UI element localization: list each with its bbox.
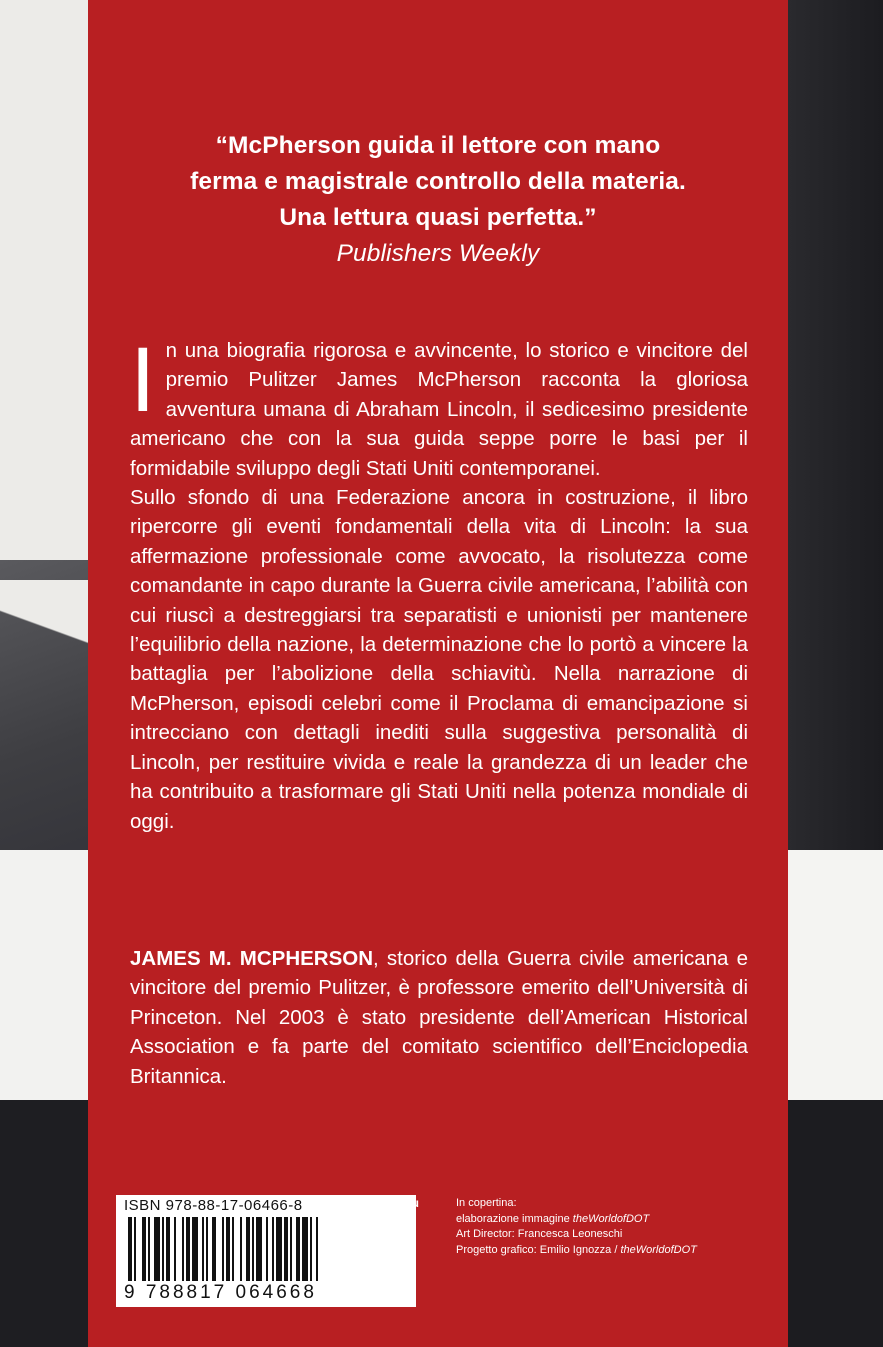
barcode-bar [186, 1217, 190, 1281]
credits-line: Art Director: Francesca Leoneschi [456, 1228, 623, 1240]
barcode-bar [134, 1217, 136, 1281]
quote-line: Una lettura quasi perfetta.” [279, 204, 597, 231]
barcode-bar [148, 1217, 150, 1281]
barcode-bar [232, 1217, 234, 1281]
publisher-website: www.bur.eu [352, 1196, 419, 1210]
barcode-bar [222, 1217, 224, 1281]
author-bio-text: , storico della Guerra civile americana e vincitore del premio Pulitzer, è professore emerito dell’Università di Princeton. Nel 2003 è stato presidente dell’American Historical Association e fa parte del comitato scientifico dell’Enciclopedia Britannica. [130, 947, 748, 1088]
background-photo-right [773, 0, 883, 860]
barcode-bar [174, 1217, 176, 1281]
credits-line [456, 1212, 697, 1228]
barcode-bar [302, 1217, 308, 1281]
synopsis [130, 329, 748, 836]
barcode-bar [182, 1217, 184, 1281]
quote-line: “McPherson guida il lettore con mano [215, 132, 661, 159]
quote-line: ferma e magistrale controllo della materia. [190, 168, 686, 195]
credits-line: In copertina: [456, 1197, 517, 1209]
synopsis-paragraph-2: Sullo sfondo di una Federazione ancora in costruzione, il libro ripercorre gli eventi fondamentali della vita di Lincoln: la sua affermazione professionale come avvocato, la risolutezza come comandante in capo durante la Guerra civile americana, l’abilità con cui riuscì a destreggiarsi tra separatisti e unionisti per mantenere l’equilibrio della nazione, la determinazione che lo portò a vincere la battaglia per l’abolizione della schiavitù. Nella narrazione di McPherson, episodi celebri come il Proclama di emancipazione si intrecciano con dettagli inediti sulla suggestiva personalità di Lincoln, per restituire vivida e reale la grandezza di un leader che ha contribuito a trasformare gli Stati Uniti nella potenza mondiale di oggi. [130, 486, 748, 833]
barcode-bar [316, 1217, 318, 1281]
barcode-bar [246, 1217, 250, 1281]
barcode-bar [206, 1217, 208, 1281]
cover-credits [456, 1196, 697, 1258]
barcode-bar [266, 1217, 268, 1281]
barcode-bar [240, 1217, 242, 1281]
barcode-bar [192, 1217, 198, 1281]
barcode-bar [252, 1217, 254, 1281]
credits-text: Progetto grafico: Emilio Ignozza / [456, 1243, 621, 1256]
synopsis-paragraph-1 [130, 329, 748, 483]
price: € 9,50 [352, 1223, 411, 1246]
isbn-label: ISBN 978-88-17-06466-8 [124, 1197, 303, 1214]
barcode-bar [256, 1217, 262, 1281]
credits-text: elaborazione immagine [456, 1212, 573, 1225]
synopsis-text-1: n una biografia rigorosa e avvincente, lo storico e vincitore del premio Pulitzer James McPherson racconta la gloriosa avventura umana di Abraham Lincoln, il sedicesimo presidente americano che con la sua guida seppe porre le basi per il formidabile sviluppo degli Stati Uniti contemporanei. [130, 339, 748, 480]
credits-brand: theWorldofDOT [572, 1212, 650, 1225]
barcode-bar [142, 1217, 146, 1281]
drop-cap: I [130, 329, 156, 431]
quote-source: Publishers Weekly [336, 240, 540, 267]
barcode-bar [226, 1217, 230, 1281]
barcode-bar [276, 1217, 282, 1281]
barcode-block [116, 1195, 416, 1307]
barcode-digits: 9 788817 064668 [124, 1282, 317, 1303]
barcode-bar [296, 1217, 300, 1281]
author-name: JAMES M. MCPHERSON [130, 947, 374, 970]
barcode-bar [154, 1217, 160, 1281]
barcode-bar [290, 1217, 292, 1281]
barcode-bar [284, 1217, 288, 1281]
review-quote [88, 128, 788, 272]
barcode-bar [272, 1217, 274, 1281]
barcode-bar [128, 1217, 132, 1281]
barcode-bar [202, 1217, 204, 1281]
barcode-bar [166, 1217, 170, 1281]
author-bio [130, 944, 748, 1091]
barcode-bar [212, 1217, 216, 1281]
credits-line [456, 1243, 697, 1259]
credits-brand: theWorldofDOT [620, 1243, 697, 1256]
background-band-right [773, 850, 883, 1105]
barcode-bar [162, 1217, 164, 1281]
background-bottom-right [773, 1100, 883, 1347]
back-cover-panel [88, 0, 788, 1347]
barcode-bar [310, 1217, 312, 1281]
